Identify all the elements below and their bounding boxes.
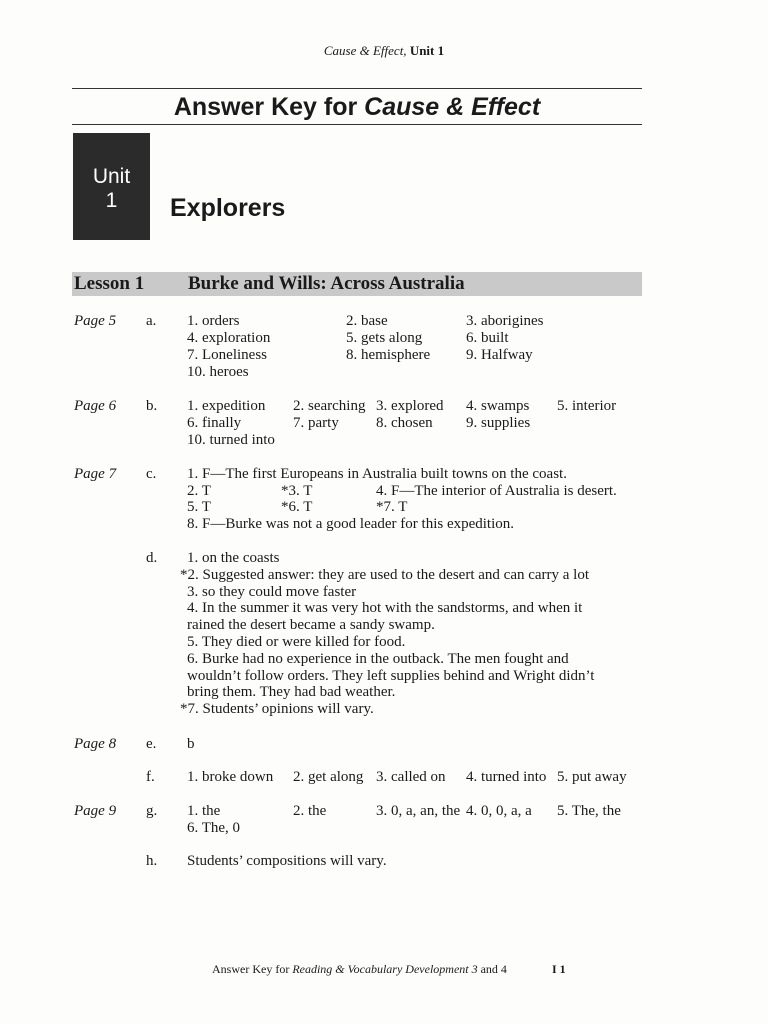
answer-g-4: 4. 0, 0, a, a bbox=[466, 803, 532, 819]
answer-d-line-8: wouldn’t follow orders. They left supplies behind and Wright didn’t bbox=[187, 668, 595, 684]
answer-b-2: 2. searching bbox=[293, 398, 366, 414]
answer-a-4: 4. exploration bbox=[187, 330, 271, 346]
answer-e: b bbox=[187, 736, 195, 752]
answer-c-7: *7. T bbox=[376, 499, 408, 515]
exercise-letter-b: b. bbox=[146, 398, 158, 414]
lesson-bar bbox=[72, 272, 642, 296]
answer-a-2: 2. base bbox=[346, 313, 388, 329]
unit-badge bbox=[73, 133, 150, 240]
running-header bbox=[0, 42, 768, 59]
page-label-8: Page 8 bbox=[74, 736, 117, 752]
answer-d-line-4: 4. In the summer it was very hot with the sandstorms, and when it bbox=[187, 600, 583, 616]
answer-g-2: 2. the bbox=[293, 803, 327, 819]
answer-c-3: *3. T bbox=[281, 483, 313, 499]
answer-f-3: 3. called on bbox=[376, 769, 446, 785]
exercise-letter-c: c. bbox=[146, 466, 157, 482]
exercise-letter-a: a. bbox=[146, 313, 157, 329]
footer-text-end: and 4 bbox=[477, 962, 507, 976]
answer-b-5: 5. interior bbox=[557, 398, 617, 414]
page-title-italic: Cause & Effect bbox=[364, 93, 541, 121]
page-label-9: Page 9 bbox=[74, 803, 117, 819]
unit-title: Explorers bbox=[170, 194, 286, 222]
page-label-6: Page 6 bbox=[74, 398, 117, 414]
unit-badge-number: 1 bbox=[105, 189, 118, 212]
answer-b-3: 3. explored bbox=[376, 398, 444, 414]
answer-c-4: 4. F—The interior of Australia is desert. bbox=[376, 483, 617, 499]
exercise-letter-d: d. bbox=[146, 550, 158, 566]
answer-a-7: 7. Loneliness bbox=[187, 347, 267, 363]
answer-b-8: 8. chosen bbox=[376, 415, 433, 431]
answer-c-1: 1. F—The first Europeans in Australia built towns on the coast. bbox=[187, 466, 567, 482]
exercise-letter-h: h. bbox=[146, 853, 158, 869]
answer-a-9: 9. Halfway bbox=[466, 347, 533, 363]
answer-b-6: 6. finally bbox=[187, 415, 242, 431]
answer-f-5: 5. put away bbox=[557, 769, 627, 785]
running-header-rest: Unit 1 bbox=[406, 43, 445, 58]
answer-d-line-3: 3. so they could move faster bbox=[187, 584, 357, 600]
answer-b-7: 7. party bbox=[293, 415, 339, 431]
answer-d-line-10: *7. Students’ opinions will vary. bbox=[180, 701, 374, 717]
answer-g-3: 3. 0, a, an, the bbox=[376, 803, 461, 819]
exercise-letter-g: g. bbox=[146, 803, 158, 819]
answer-c-2: 2. T bbox=[187, 483, 211, 499]
footer-page-number: I 1 bbox=[552, 962, 566, 976]
answer-c-6: *6. T bbox=[281, 499, 313, 515]
answer-a-10: 10. heroes bbox=[187, 364, 249, 380]
exercise-letter-e: e. bbox=[146, 736, 157, 752]
answer-d-line-7: 6. Burke had no experience in the outback. The men fought and bbox=[187, 651, 569, 667]
lesson-title: Burke and Wills: Across Australia bbox=[188, 273, 465, 294]
answer-d-line-9: bring them. They had bad weather. bbox=[187, 684, 396, 700]
answer-b-10: 10. turned into bbox=[187, 432, 275, 448]
footer-text bbox=[212, 962, 507, 977]
page-title-plain: Answer Key for bbox=[173, 93, 365, 121]
answer-b-4: 4. swamps bbox=[466, 398, 530, 414]
title-rule-bottom bbox=[72, 124, 642, 125]
answer-g-5: 5. The, the bbox=[557, 803, 621, 819]
answer-d-line-2: *2. Suggested answer: they are used to the desert and can carry a lot bbox=[180, 567, 590, 583]
lesson-label: Lesson 1 bbox=[74, 273, 145, 294]
answer-c-5: 5. T bbox=[187, 499, 211, 515]
answer-g-6: 6. The, 0 bbox=[187, 820, 241, 836]
answer-b-1: 1. expedition bbox=[187, 398, 266, 414]
answer-a-1: 1. orders bbox=[187, 313, 240, 329]
answer-b-9: 9. supplies bbox=[466, 415, 531, 431]
exercise-letter-f: f. bbox=[146, 769, 155, 785]
answer-d-line-5: rained the desert became a sandy swamp. bbox=[187, 617, 435, 633]
footer-text-plain: Answer Key for bbox=[212, 962, 293, 976]
page-label-5: Page 5 bbox=[74, 313, 117, 329]
answer-h: Students’ compositions will vary. bbox=[187, 853, 387, 869]
title-rule-top bbox=[72, 88, 642, 89]
answer-c-8: 8. F—Burke was not a good leader for this expedition. bbox=[187, 516, 515, 532]
answer-d-line-1: 1. on the coasts bbox=[187, 550, 280, 566]
answer-a-6: 6. built bbox=[466, 330, 509, 346]
answer-d-line-6: 5. They died or were killed for food. bbox=[187, 634, 406, 650]
running-header-italic: Cause & Effect, bbox=[323, 43, 407, 58]
answer-a-5: 5. gets along bbox=[346, 330, 423, 346]
page-label-7: Page 7 bbox=[74, 466, 117, 482]
answer-a-3: 3. aborigines bbox=[466, 313, 544, 329]
answer-a-8: 8. hemisphere bbox=[346, 347, 431, 363]
page-title bbox=[0, 92, 714, 122]
answer-f-2: 2. get along bbox=[293, 769, 364, 785]
footer-text-italic: Reading & Vocabulary Development 3 bbox=[292, 962, 478, 976]
answer-g-1: 1. the bbox=[187, 803, 221, 819]
answer-f-1: 1. broke down bbox=[187, 769, 274, 785]
answer-f-4: 4. turned into bbox=[466, 769, 547, 785]
unit-badge-word: Unit bbox=[92, 165, 131, 188]
